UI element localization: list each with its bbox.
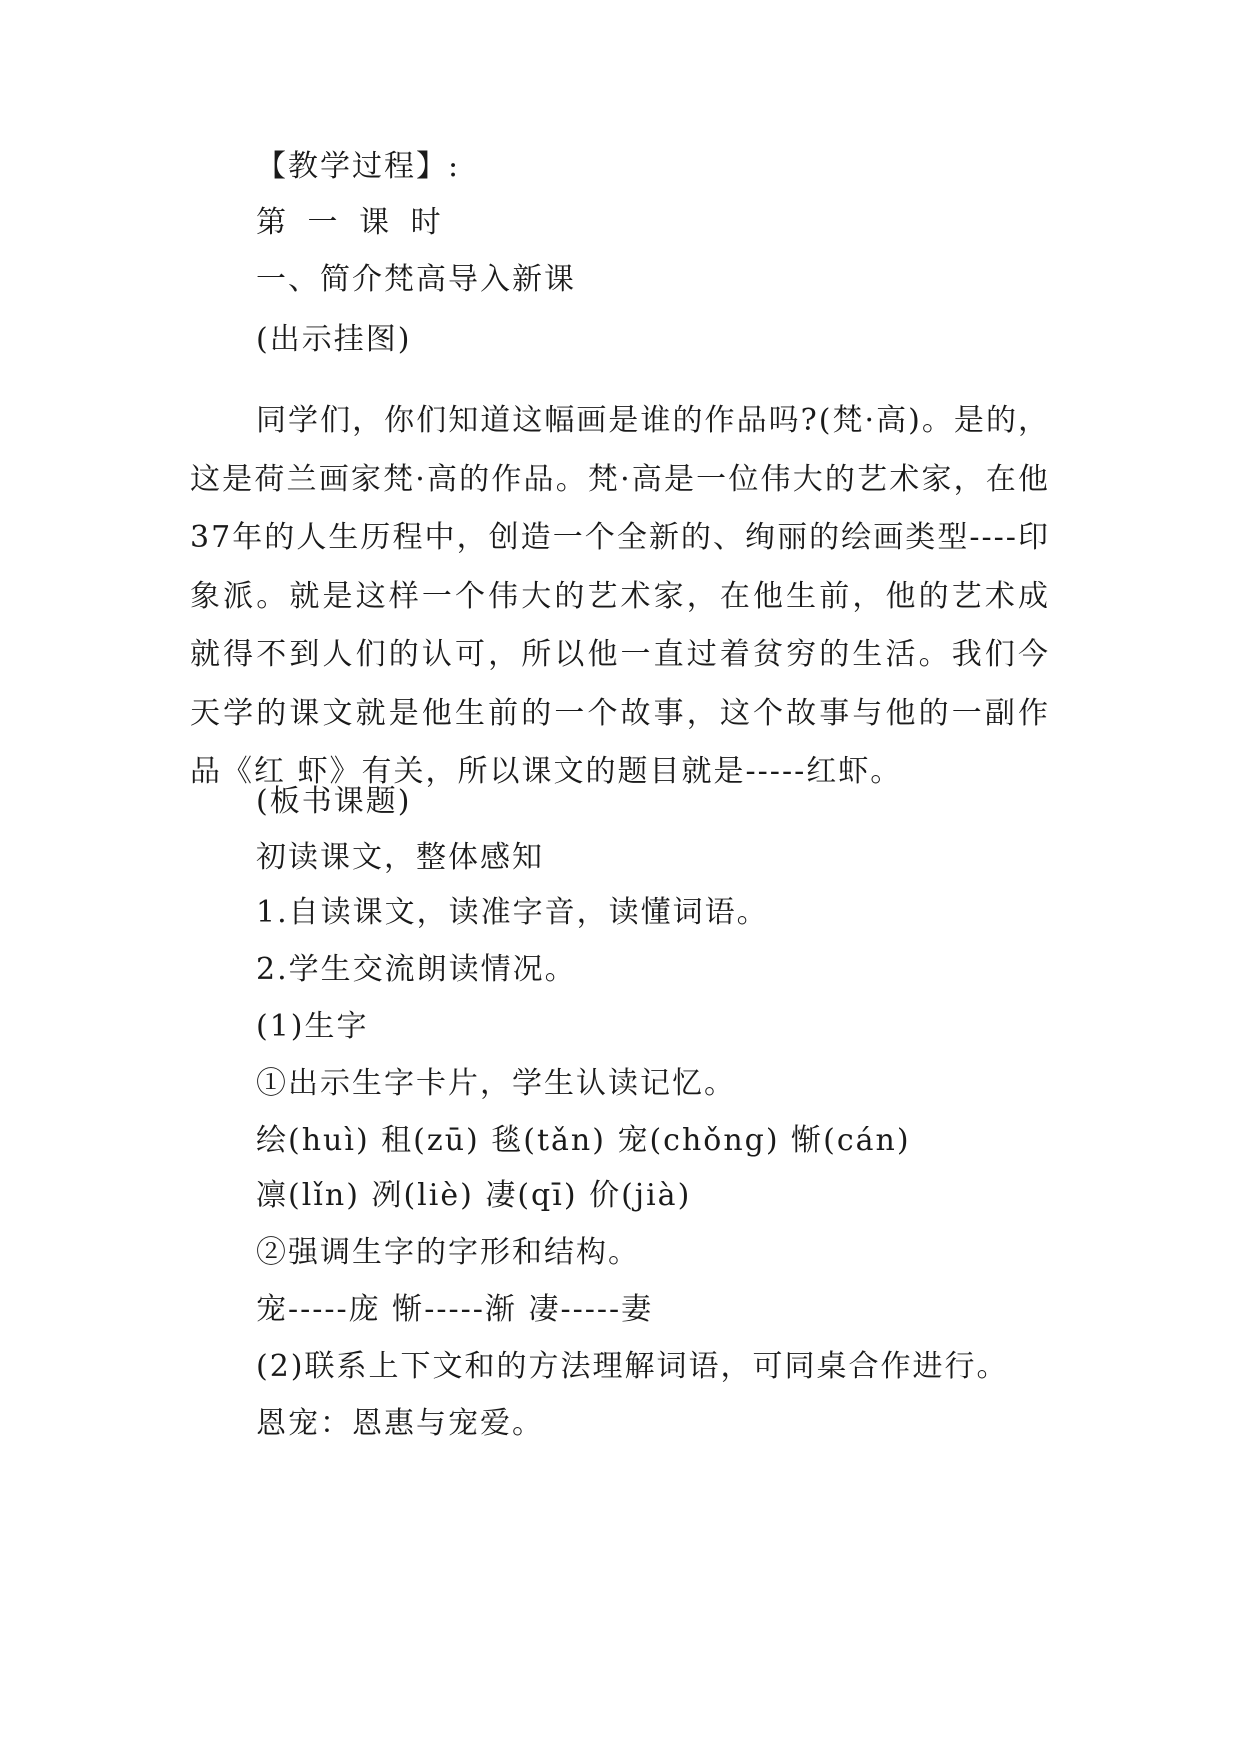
instruction-show-picture: (出示挂图) [256,322,412,357]
instruction-board-title: (板书课题) [256,784,412,819]
sub-heading-words: (2)联系上下文和的方法理解词语，可同桌合作进行。 [256,1349,1009,1384]
pinyin-line-1: 绘(huì) 租(zū) 毯(tǎn) 宠(chǒng) 惭(cán) [256,1123,911,1158]
pinyin-line-2: 凛(lǐn) 冽(liè) 凄(qī) 价(jià) [256,1178,692,1213]
definition-item: 恩宠：恩惠与宠爱。 [256,1406,544,1441]
lesson-period: 第 一 课 时 [256,205,447,240]
step-item-1: 1.自读课文，读准字音，读懂词语。 [256,895,769,930]
section-title-reading: 初读课文，整体感知 [256,840,544,875]
sub-item-cards: ①出示生字卡片，学生认读记忆。 [256,1066,736,1101]
sub-heading-characters: (1)生字 [256,1009,369,1044]
section-heading: 【教学过程】: [256,149,461,184]
section-title-intro: 一、简介梵高导入新课 [256,262,576,297]
intro-paragraph: 同学们，你们知道这幅画是谁的作品吗?(梵·高)。是的，这是荷兰画家梵·高的作品。梵·高是一位伟大的艺术家，在他37年的人生历程中，创造一个全新的、绚丽的绘画类型----印象派。就是这样一个伟大的艺术家，在他生前，他的艺术成就得不到人们的认可，所以他一直过着贫穷的生活。我们今天学的课文就是他生前的一个故事，这个故事与他的一副作品《红 虾》有关，所以课文的题目就是-----红虾。 [190,403,1050,789]
compare-line: 宠-----庞 惭-----渐 凄-----妻 [256,1292,654,1327]
step-item-2: 2.学生交流朗读情况。 [256,952,577,987]
sub-item-structure: ②强调生字的字形和结构。 [256,1235,640,1270]
